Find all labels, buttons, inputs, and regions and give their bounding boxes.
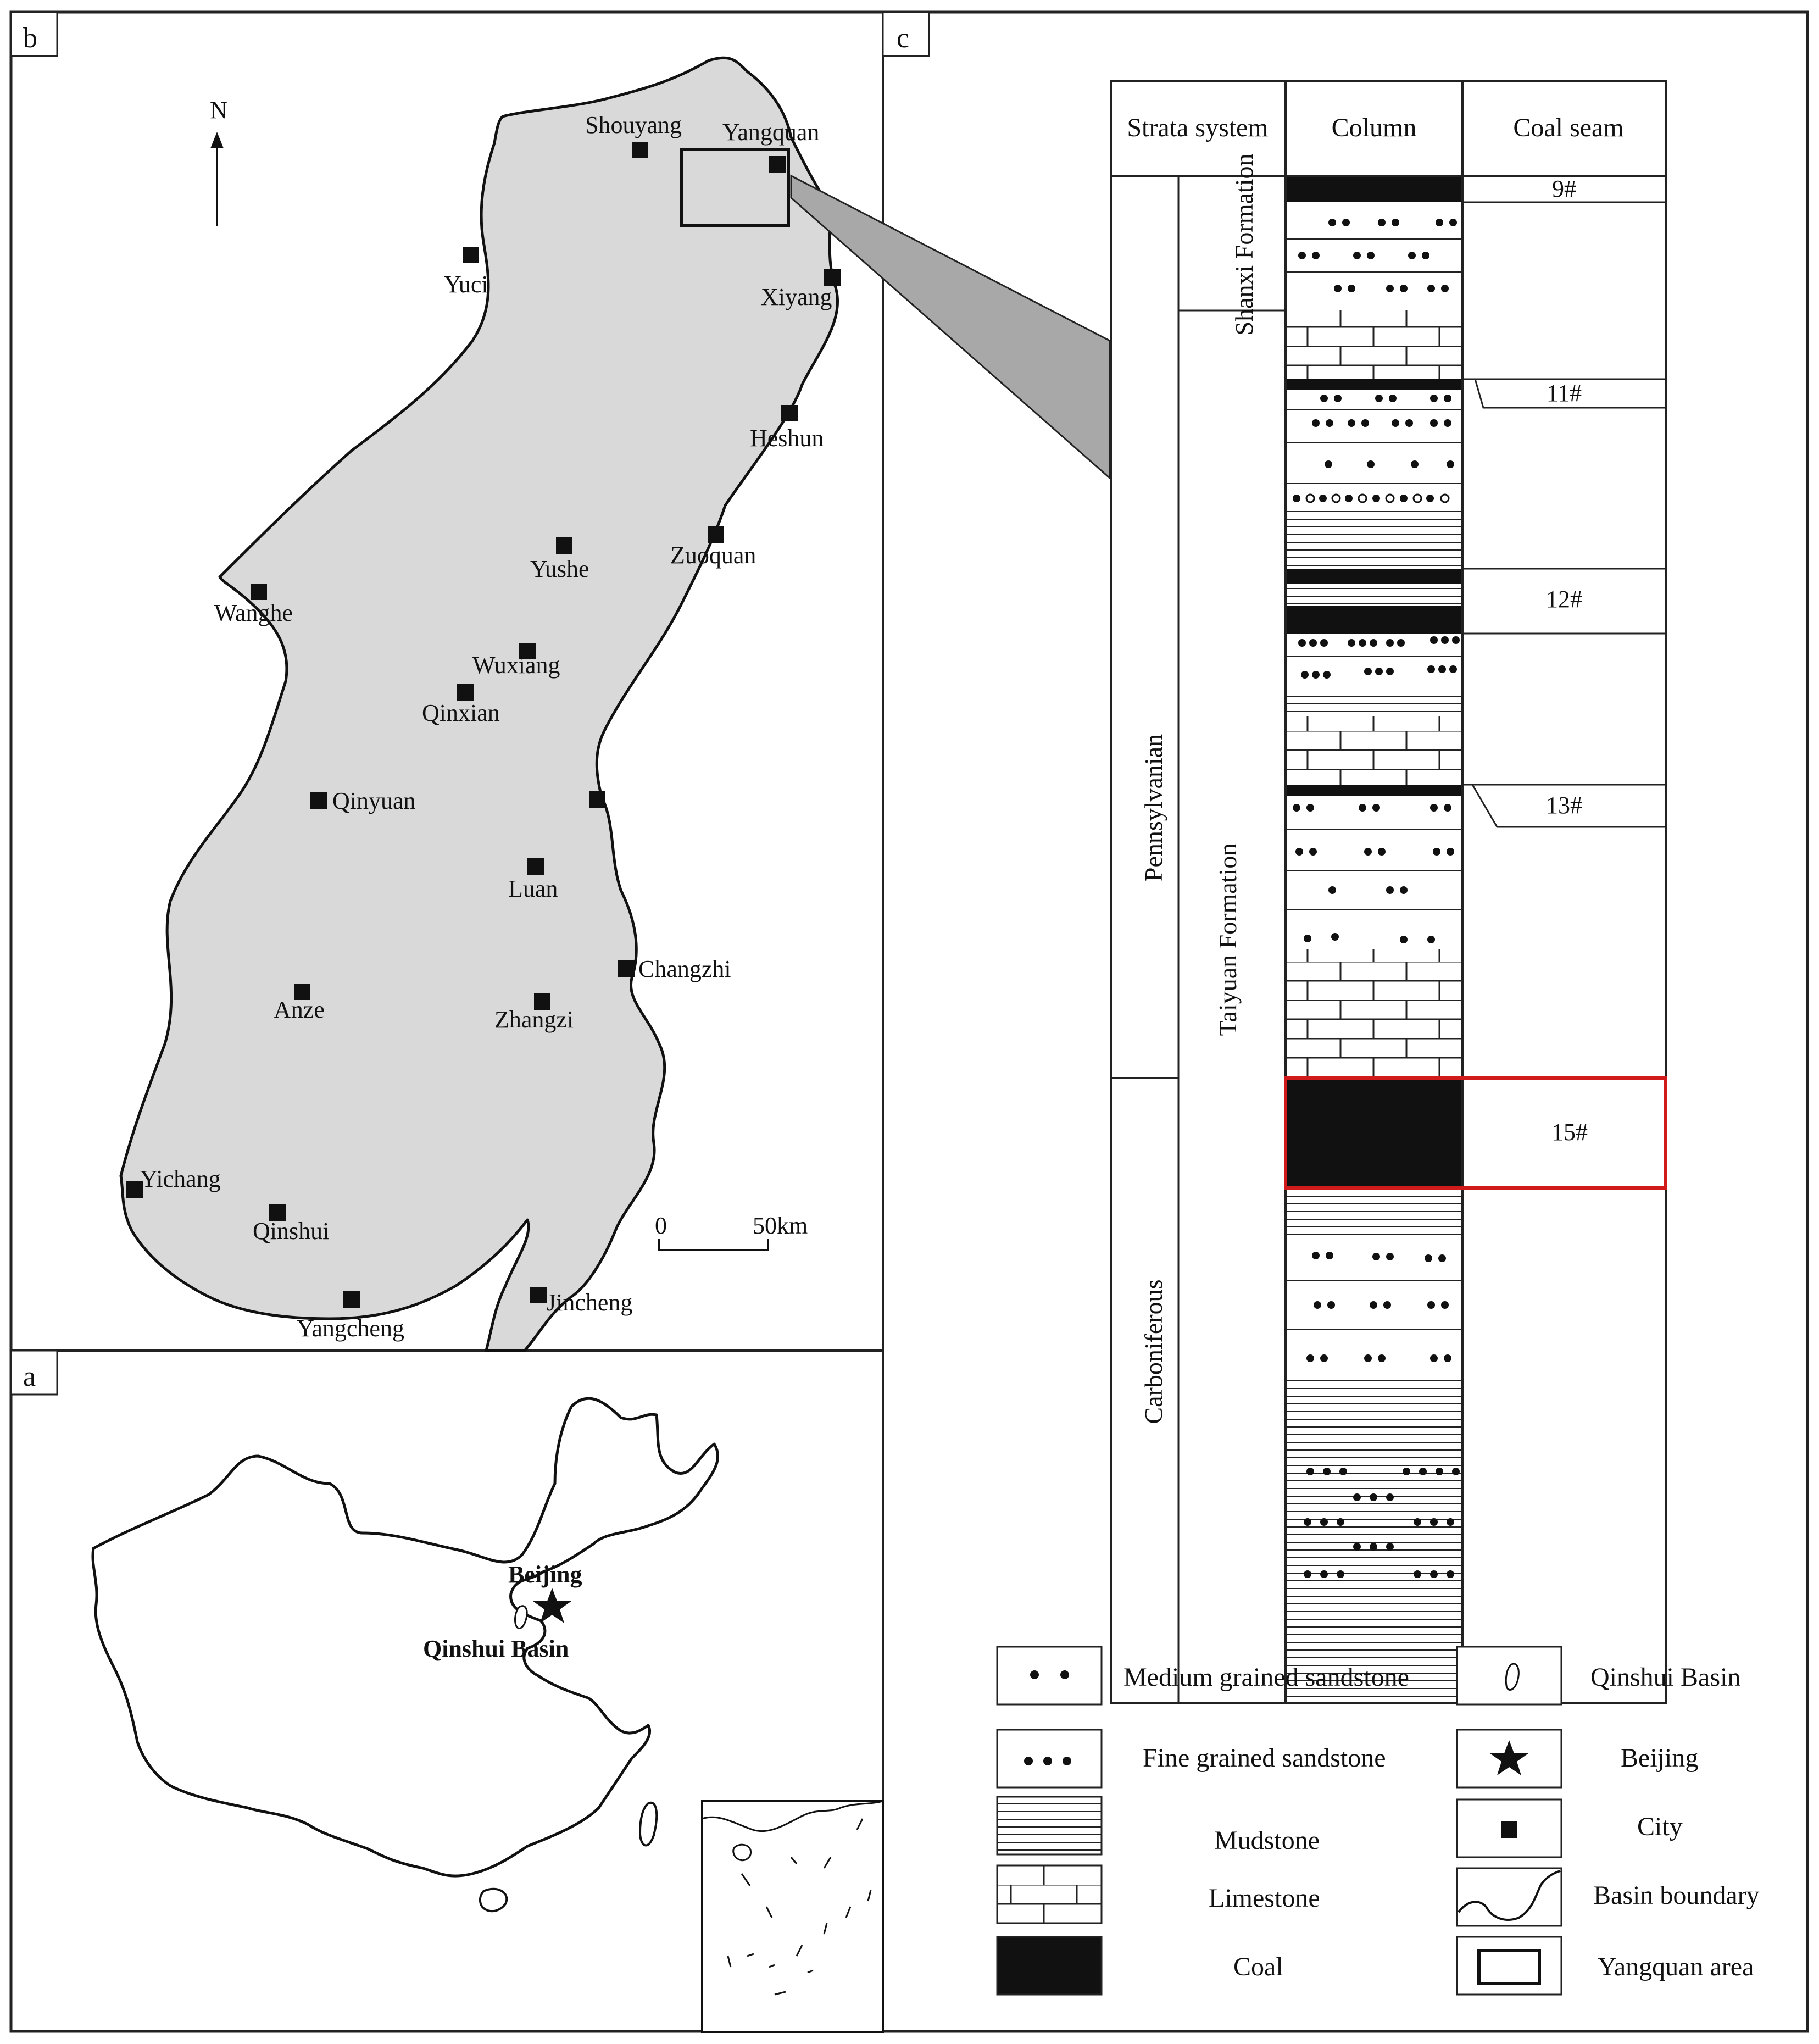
legend-label: Mudstone — [1214, 1826, 1320, 1855]
city-square-icon — [781, 405, 798, 421]
city-label: Heshun — [750, 425, 824, 452]
panel-tag-b — [11, 12, 57, 56]
seam-label-11: 11# — [1546, 380, 1582, 407]
qinshui-basin-label: Qinshui Basin — [423, 1635, 569, 1662]
label-pennsylvanian: Pennsylvanian — [1139, 734, 1167, 882]
legend-label: Coal — [1233, 1952, 1283, 1981]
city-label: Wanghe — [214, 599, 293, 626]
svg-text:a: a — [23, 1361, 36, 1392]
svg-text:0: 0 — [655, 1212, 667, 1239]
legend-label: Basin boundary — [1593, 1881, 1760, 1910]
legend-label: Beijing — [1621, 1743, 1699, 1773]
city-label: Xiyang — [761, 284, 832, 310]
header-strata-system: Strata system — [1127, 113, 1269, 142]
header-coal-seam: Coal seam — [1513, 113, 1624, 142]
city-label: Yangquan — [722, 119, 820, 146]
city-square-icon — [556, 537, 572, 554]
city-label: Jincheng — [547, 1289, 633, 1316]
legend-city — [1457, 1799, 1683, 1857]
label-taiyuan-formation: Taiyuan Formation — [1214, 843, 1242, 1036]
city-square-icon — [310, 792, 327, 809]
city-square-icon — [457, 684, 474, 701]
city-square-icon — [708, 526, 724, 543]
legend-limestone — [997, 1865, 1320, 1923]
label-carboniferous: Carboniferous — [1139, 1279, 1167, 1424]
city-label: Shouyang — [585, 112, 682, 138]
city-label: Yushe — [530, 556, 589, 582]
city-label: Yangcheng — [297, 1315, 404, 1342]
legend-label: Yangquan area — [1598, 1952, 1754, 1981]
beijing-label: Beijing — [508, 1561, 582, 1588]
city-square-icon — [463, 247, 479, 263]
north-arrow — [210, 97, 227, 226]
legend-label: Qinshui Basin — [1590, 1663, 1741, 1692]
city-label: Yuci — [444, 271, 488, 298]
legend-beijing — [1457, 1730, 1698, 1787]
city-label: Qinshui — [253, 1218, 330, 1245]
legend-yangquan-area — [1457, 1937, 1754, 1995]
legend-label: Fine grained sandstone — [1143, 1743, 1386, 1773]
legend-coal — [997, 1937, 1283, 1995]
legend-mudstone — [997, 1797, 1320, 1855]
city-label: Zuoquan — [670, 542, 756, 569]
city-label: Changzhi — [638, 956, 731, 982]
taiwan-island — [640, 1803, 657, 1846]
city-label: Zhangzi — [494, 1006, 574, 1033]
city-square-icon — [527, 858, 544, 875]
legend-fine-sandstone — [997, 1730, 1386, 1787]
beijing-star-icon — [533, 1588, 571, 1623]
city-label: Wuxiang — [472, 652, 560, 679]
label-shanxi-formation: Shanxi Formation — [1230, 153, 1258, 336]
panel-tag-a — [11, 1351, 57, 1395]
legend-label: Medium grained sandstone — [1123, 1663, 1409, 1692]
legend-label: City — [1637, 1812, 1683, 1841]
city-square-icon — [618, 960, 635, 977]
city-label: Qinxian — [422, 699, 500, 726]
stratigraphic-column — [1111, 81, 1666, 1703]
svg-text:N: N — [210, 97, 227, 124]
svg-text:50km: 50km — [753, 1212, 808, 1239]
lithology-column — [1286, 176, 1462, 1703]
seam-label-15: 15# — [1551, 1119, 1588, 1146]
seam-label-9: 9# — [1552, 175, 1576, 202]
south-china-sea-inset — [702, 1801, 883, 2032]
column-header — [1111, 81, 1666, 176]
city-label: Luan — [508, 875, 558, 902]
city-square-icon — [343, 1291, 360, 1308]
city-label: Yichang — [140, 1165, 221, 1192]
panel-b-map — [121, 58, 841, 1351]
china-outline — [93, 1398, 718, 1876]
city-square-icon — [589, 791, 605, 808]
hainan-island — [480, 1889, 507, 1911]
seam-label-12: 12# — [1546, 586, 1582, 613]
square-icon — [1501, 1821, 1517, 1838]
city-square-icon — [632, 142, 648, 158]
panel-a-map — [93, 1398, 883, 2032]
legend-basin-boundary — [1457, 1868, 1760, 1926]
city-square-icon — [769, 156, 786, 173]
legend-label: Limestone — [1209, 1884, 1320, 1913]
scale-bar — [655, 1212, 808, 1250]
svg-text:c: c — [897, 23, 910, 54]
seam-label-13: 13# — [1546, 792, 1582, 819]
zoom-wedge — [791, 176, 1110, 478]
city-label: Anze — [274, 996, 325, 1023]
svg-text:b: b — [23, 23, 37, 54]
city-label: Qinyuan — [332, 787, 416, 814]
city-square-icon — [251, 584, 267, 600]
city-square-icon — [530, 1287, 547, 1303]
header-column: Column — [1331, 113, 1417, 142]
panel-tag-c — [883, 12, 929, 56]
